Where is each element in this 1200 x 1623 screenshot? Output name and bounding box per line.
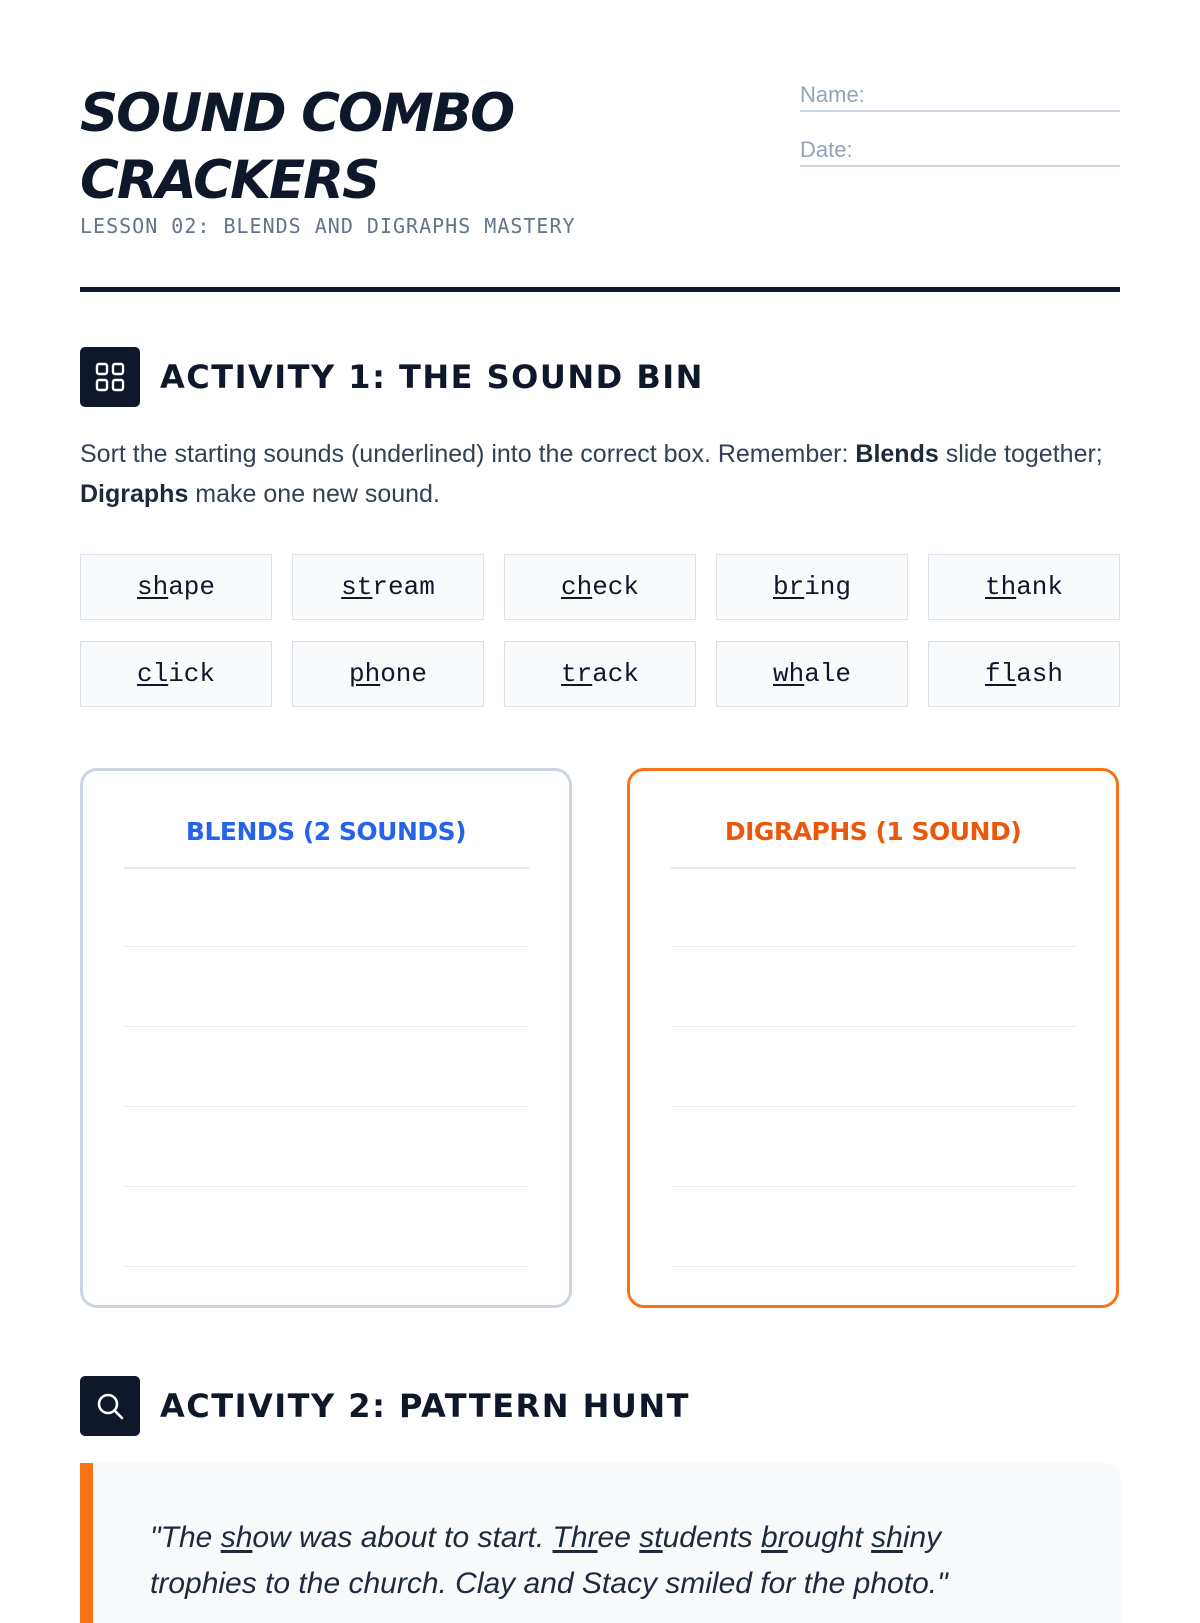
instructions-text-2: slide together; (938, 440, 1103, 468)
instructions-bold-blends: Blends (855, 440, 939, 468)
word-tile[interactable] (716, 554, 908, 620)
word-bank (80, 554, 1121, 707)
passage-pattern: br (761, 1521, 788, 1554)
name-field[interactable] (800, 82, 1120, 112)
passage-pattern: sh (220, 1521, 253, 1554)
passage-pattern: Thr (552, 1521, 598, 1554)
blends-title-rule (124, 867, 529, 869)
word-sound-combo: cl (136, 659, 169, 689)
header-divider (80, 287, 1120, 292)
word-tile[interactable] (80, 554, 272, 620)
write-line[interactable] (124, 946, 529, 947)
word-tile[interactable] (928, 554, 1120, 620)
word-remainder: ream (372, 572, 435, 602)
title-line-1: SOUND COMBO (80, 83, 514, 144)
write-line[interactable] (671, 1266, 1076, 1267)
word-tile[interactable] (80, 641, 272, 707)
pattern-passage (80, 1463, 1121, 1623)
blends-box[interactable] (80, 768, 572, 1308)
word-remainder: ash (1016, 659, 1064, 689)
passage-segment: ought (787, 1521, 872, 1554)
word-sound-combo: ph (348, 659, 381, 689)
word-sound-combo: st (341, 572, 373, 602)
write-line[interactable] (124, 1026, 529, 1027)
write-line[interactable] (124, 1266, 529, 1267)
instructions-text-1: Sort the starting sounds (underlined) into the correct box. Remember: (80, 440, 856, 468)
search-icon (80, 1376, 140, 1436)
title-line-2: CRACKERS (80, 150, 379, 211)
passage-segment: ow was about to start. (252, 1521, 553, 1554)
digraphs-title-rule (671, 867, 1076, 869)
write-line[interactable] (124, 1106, 529, 1107)
passage-segment: ee (597, 1521, 640, 1554)
write-line[interactable] (671, 1186, 1076, 1187)
name-label: Name: (800, 82, 865, 107)
passage-text (150, 1515, 1050, 1607)
word-sound-combo: fl (984, 659, 1017, 689)
word-tile[interactable] (292, 641, 484, 707)
grid-icon (80, 347, 140, 407)
word-remainder: ape (168, 572, 216, 602)
word-sound-combo: wh (772, 659, 805, 689)
passage-segment: udents (662, 1521, 762, 1554)
word-tile[interactable] (716, 641, 908, 707)
instructions-bold-digraphs: Digraphs (80, 480, 189, 508)
date-label: Date: (800, 137, 853, 162)
date-field[interactable] (800, 137, 1120, 167)
passage-accent-bar (80, 1463, 93, 1623)
worksheet-title (80, 80, 720, 214)
activity-1-instructions (80, 434, 1130, 514)
word-remainder: ank (1016, 572, 1064, 602)
word-remainder: ick (168, 659, 216, 689)
activity-1-heading: ACTIVITY 1: THE SOUND BIN (160, 358, 704, 396)
word-tile[interactable] (504, 641, 696, 707)
blends-title: BLENDS (2 SOUNDS) (185, 817, 467, 846)
passage-segment: "The (150, 1521, 221, 1554)
write-line[interactable] (124, 1186, 529, 1187)
word-remainder: one (380, 659, 428, 689)
word-remainder: ale (804, 659, 852, 689)
word-sound-combo: tr (560, 659, 593, 689)
instructions-text-3: make one new sound. (188, 480, 440, 508)
word-tile[interactable] (928, 641, 1120, 707)
write-line[interactable] (671, 946, 1076, 947)
lesson-subtitle: LESSON 02: BLENDS AND DIGRAPHS MASTERY (80, 214, 576, 238)
digraphs-title: DIGRAPHS (1 SOUND) (724, 817, 1022, 846)
passage-segment: iny trophies to the church. Clay and Stacy smiled for the photo." (150, 1521, 948, 1600)
word-remainder: ing (804, 572, 852, 602)
write-line[interactable] (671, 1106, 1076, 1107)
word-tile[interactable] (504, 554, 696, 620)
word-sound-combo: th (984, 572, 1017, 602)
word-sound-combo: sh (136, 572, 169, 602)
passage-pattern: sh (871, 1521, 903, 1554)
word-sound-combo: br (772, 572, 805, 602)
word-tile[interactable] (292, 554, 484, 620)
digraphs-box[interactable] (627, 768, 1119, 1308)
passage-pattern: st (639, 1521, 663, 1554)
word-remainder: eck (592, 572, 640, 602)
write-line[interactable] (671, 1026, 1076, 1027)
activity-2-heading: ACTIVITY 2: PATTERN HUNT (160, 1387, 690, 1425)
word-sound-combo: ch (560, 572, 593, 602)
word-remainder: ack (592, 659, 640, 689)
